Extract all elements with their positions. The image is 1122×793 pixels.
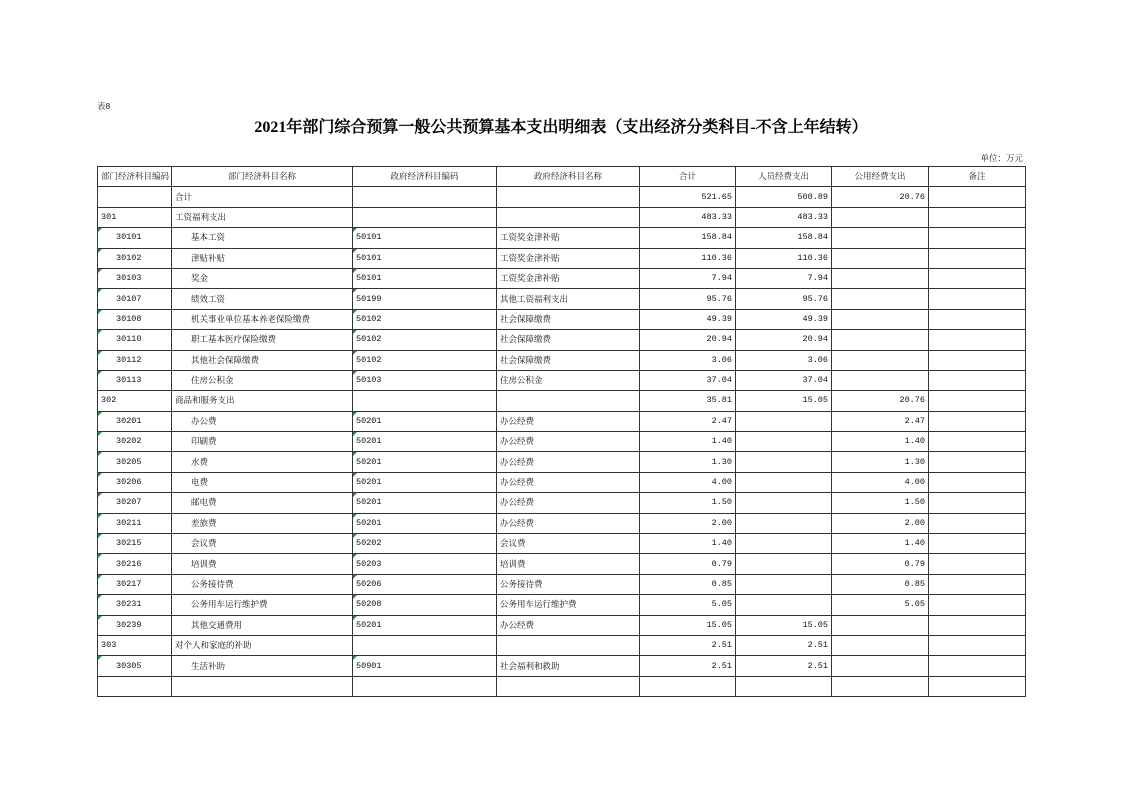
cell-personnel — [736, 452, 832, 472]
cell-total: 37.04 — [640, 370, 736, 390]
cell-gov-code: 50201 — [353, 452, 497, 472]
cell-dept-name: 机关事业单位基本养老保险缴费 — [172, 309, 353, 329]
cell-dept-code: 30205 — [98, 452, 172, 472]
cell-personnel — [736, 472, 832, 492]
cell-note — [929, 248, 1026, 268]
cell-note — [929, 554, 1026, 574]
table-row — [98, 370, 1026, 390]
table-row — [98, 432, 1026, 452]
table-row — [98, 452, 1026, 472]
cell-dept-name: 邮电费 — [172, 493, 353, 513]
cell-dept-code: 30305 — [98, 656, 172, 676]
table-row — [98, 391, 1026, 411]
cell-gov-name: 住房公积金 — [497, 370, 640, 390]
cell-personnel — [736, 595, 832, 615]
cell-public — [832, 635, 929, 655]
cell-note — [929, 595, 1026, 615]
cell-gov-name — [497, 676, 640, 696]
cell-dept-name: 其他社会保障缴费 — [172, 350, 353, 370]
cell-personnel: 158.84 — [736, 228, 832, 248]
cell-note — [929, 676, 1026, 696]
table-row — [98, 350, 1026, 370]
cell-public: 4.00 — [832, 472, 929, 492]
cell-note — [929, 615, 1026, 635]
cell-dept-code: 30239 — [98, 615, 172, 635]
cell-public: 1.40 — [832, 432, 929, 452]
cell-public: 20.76 — [832, 187, 929, 207]
cell-total: 15.05 — [640, 615, 736, 635]
cell-gov-code: 50901 — [353, 656, 497, 676]
cell-dept-name: 水费 — [172, 452, 353, 472]
table-row — [98, 330, 1026, 350]
header-row — [98, 167, 1026, 187]
cell-total: 20.94 — [640, 330, 736, 350]
cell-total — [640, 676, 736, 696]
cell-dept-code: 30207 — [98, 493, 172, 513]
table-row — [98, 574, 1026, 594]
cell-personnel: 3.06 — [736, 350, 832, 370]
table-row — [98, 554, 1026, 574]
cell-public: 1.40 — [832, 534, 929, 554]
cell-note — [929, 391, 1026, 411]
cell-gov-code: 50201 — [353, 411, 497, 431]
cell-gov-code — [353, 207, 497, 227]
cell-note — [929, 370, 1026, 390]
cell-gov-code: 50101 — [353, 268, 497, 288]
cell-total: 110.36 — [640, 248, 736, 268]
table-row — [98, 309, 1026, 329]
cell-gov-code: 50201 — [353, 615, 497, 635]
cell-note — [929, 268, 1026, 288]
table-row — [98, 472, 1026, 492]
cell-dept-code — [98, 187, 172, 207]
table-row — [98, 493, 1026, 513]
cell-gov-name: 工资奖金津补贴 — [497, 228, 640, 248]
table-row — [98, 248, 1026, 268]
cell-gov-code: 50101 — [353, 228, 497, 248]
cell-dept-name: 津贴补贴 — [172, 248, 353, 268]
cell-gov-name: 办公经费 — [497, 513, 640, 533]
cell-dept-name: 住房公积金 — [172, 370, 353, 390]
cell-gov-code — [353, 676, 497, 696]
cell-dept-code: 30216 — [98, 554, 172, 574]
cell-gov-code: 50101 — [353, 248, 497, 268]
table-body — [98, 187, 1026, 697]
table-row — [98, 615, 1026, 635]
cell-note — [929, 534, 1026, 554]
cell-total: 7.94 — [640, 268, 736, 288]
table-row — [98, 635, 1026, 655]
cell-dept-name: 工资福利支出 — [172, 207, 353, 227]
cell-dept-code: 30231 — [98, 595, 172, 615]
cell-public — [832, 615, 929, 635]
cell-total: 2.47 — [640, 411, 736, 431]
cell-public: 0.85 — [832, 574, 929, 594]
cell-personnel: 15.05 — [736, 615, 832, 635]
cell-gov-code — [353, 187, 497, 207]
cell-gov-code: 50208 — [353, 595, 497, 615]
cell-dept-code: 30211 — [98, 513, 172, 533]
cell-personnel — [736, 432, 832, 452]
cell-gov-name: 办公经费 — [497, 472, 640, 492]
table-header — [98, 167, 1026, 187]
cell-gov-name: 社会保障缴费 — [497, 350, 640, 370]
cell-gov-code: 50103 — [353, 370, 497, 390]
cell-dept-code: 30108 — [98, 309, 172, 329]
cell-gov-name — [497, 635, 640, 655]
cell-gov-code: 50203 — [353, 554, 497, 574]
cell-gov-code: 50102 — [353, 350, 497, 370]
cell-dept-code: 30217 — [98, 574, 172, 594]
table-row — [98, 228, 1026, 248]
cell-note — [929, 411, 1026, 431]
cell-dept-code: 30202 — [98, 432, 172, 452]
cell-personnel: 95.76 — [736, 289, 832, 309]
cell-gov-name — [497, 187, 640, 207]
cell-total: 158.84 — [640, 228, 736, 248]
cell-dept-name: 会议费 — [172, 534, 353, 554]
cell-total: 0.79 — [640, 554, 736, 574]
table-row — [98, 513, 1026, 533]
column-header-dept-name: 部门经济科目名称 — [172, 167, 353, 187]
cell-public: 1.30 — [832, 452, 929, 472]
cell-public — [832, 289, 929, 309]
cell-note — [929, 432, 1026, 452]
cell-dept-code: 30103 — [98, 268, 172, 288]
cell-gov-code — [353, 635, 497, 655]
cell-gov-code: 50201 — [353, 493, 497, 513]
table-row — [98, 595, 1026, 615]
cell-dept-name: 公务用车运行维护费 — [172, 595, 353, 615]
column-header-gov-name: 政府经济科目名称 — [497, 167, 640, 187]
column-header-total: 合计 — [640, 167, 736, 187]
cell-dept-code: 30113 — [98, 370, 172, 390]
cell-gov-code: 50102 — [353, 309, 497, 329]
table-row — [98, 656, 1026, 676]
cell-gov-name: 其他工资福利支出 — [497, 289, 640, 309]
cell-public — [832, 370, 929, 390]
cell-public — [832, 268, 929, 288]
cell-dept-code: 30215 — [98, 534, 172, 554]
cell-gov-name: 公务接待费 — [497, 574, 640, 594]
unit-label: 单位：万元 — [980, 153, 1023, 163]
cell-public — [832, 309, 929, 329]
column-header-gov-code: 政府经济科目编码 — [353, 167, 497, 187]
cell-personnel: 2.51 — [736, 635, 832, 655]
cell-gov-name: 社会保障缴费 — [497, 309, 640, 329]
cell-dept-code: 30112 — [98, 350, 172, 370]
cell-public: 5.05 — [832, 595, 929, 615]
cell-gov-name — [497, 391, 640, 411]
cell-total: 0.85 — [640, 574, 736, 594]
cell-dept-name — [172, 676, 353, 696]
cell-gov-name: 会议费 — [497, 534, 640, 554]
cell-total: 2.51 — [640, 635, 736, 655]
cell-gov-name: 办公经费 — [497, 452, 640, 472]
cell-note — [929, 187, 1026, 207]
cell-total: 2.00 — [640, 513, 736, 533]
budget-table — [97, 166, 1026, 697]
cell-personnel: 110.36 — [736, 248, 832, 268]
cell-public — [832, 207, 929, 227]
cell-gov-name: 培训费 — [497, 554, 640, 574]
cell-public: 20.76 — [832, 391, 929, 411]
cell-dept-name: 绩效工资 — [172, 289, 353, 309]
table-row — [98, 268, 1026, 288]
cell-personnel: 500.89 — [736, 187, 832, 207]
cell-personnel — [736, 534, 832, 554]
cell-dept-name: 电费 — [172, 472, 353, 492]
cell-total: 483.33 — [640, 207, 736, 227]
cell-dept-name: 公务接待费 — [172, 574, 353, 594]
cell-total: 3.06 — [640, 350, 736, 370]
cell-dept-name: 职工基本医疗保险缴费 — [172, 330, 353, 350]
cell-dept-name: 其他交通费用 — [172, 615, 353, 635]
cell-personnel: 20.94 — [736, 330, 832, 350]
cell-public — [832, 248, 929, 268]
cell-dept-name: 印刷费 — [172, 432, 353, 452]
cell-note — [929, 635, 1026, 655]
table-row — [98, 411, 1026, 431]
cell-gov-code: 50199 — [353, 289, 497, 309]
cell-gov-code — [353, 391, 497, 411]
cell-dept-code: 30107 — [98, 289, 172, 309]
cell-personnel: 37.04 — [736, 370, 832, 390]
cell-personnel: 2.51 — [736, 656, 832, 676]
cell-public: 1.50 — [832, 493, 929, 513]
cell-note — [929, 289, 1026, 309]
cell-public — [832, 676, 929, 696]
cell-note — [929, 513, 1026, 533]
cell-dept-name: 差旅费 — [172, 513, 353, 533]
cell-dept-code: 303 — [98, 635, 172, 655]
cell-note — [929, 309, 1026, 329]
cell-personnel — [736, 676, 832, 696]
cell-dept-code: 30201 — [98, 411, 172, 431]
cell-dept-code: 30102 — [98, 248, 172, 268]
cell-public — [832, 330, 929, 350]
cell-dept-name: 商品和服务支出 — [172, 391, 353, 411]
column-header-personnel: 人员经费支出 — [736, 167, 832, 187]
cell-gov-name: 办公经费 — [497, 615, 640, 635]
cell-total: 1.40 — [640, 534, 736, 554]
cell-total: 1.40 — [640, 432, 736, 452]
cell-dept-name: 合计 — [172, 187, 353, 207]
cell-public — [832, 350, 929, 370]
cell-note — [929, 656, 1026, 676]
cell-personnel: 49.39 — [736, 309, 832, 329]
cell-total: 5.05 — [640, 595, 736, 615]
cell-public — [832, 656, 929, 676]
cell-total: 521.65 — [640, 187, 736, 207]
column-header-note: 备注 — [929, 167, 1026, 187]
cell-gov-name: 办公经费 — [497, 493, 640, 513]
cell-gov-code: 50201 — [353, 432, 497, 452]
cell-dept-name: 生活补助 — [172, 656, 353, 676]
table-number: 表8 — [97, 101, 111, 111]
cell-gov-name: 工资奖金津补贴 — [497, 248, 640, 268]
cell-total: 4.00 — [640, 472, 736, 492]
cell-dept-name: 基本工资 — [172, 228, 353, 248]
cell-total: 35.81 — [640, 391, 736, 411]
cell-dept-name: 办公费 — [172, 411, 353, 431]
cell-gov-name: 工资奖金津补贴 — [497, 268, 640, 288]
cell-total: 95.76 — [640, 289, 736, 309]
table-row — [98, 534, 1026, 554]
cell-gov-name: 办公经费 — [497, 411, 640, 431]
cell-public: 2.00 — [832, 513, 929, 533]
cell-public: 2.47 — [832, 411, 929, 431]
cell-note — [929, 452, 1026, 472]
cell-gov-code: 50206 — [353, 574, 497, 594]
cell-personnel — [736, 411, 832, 431]
cell-dept-code: 30206 — [98, 472, 172, 492]
cell-gov-code: 50202 — [353, 534, 497, 554]
cell-total: 49.39 — [640, 309, 736, 329]
table-row — [98, 207, 1026, 227]
cell-public: 0.79 — [832, 554, 929, 574]
cell-total: 1.30 — [640, 452, 736, 472]
cell-gov-name: 社会保障缴费 — [497, 330, 640, 350]
cell-dept-code — [98, 676, 172, 696]
cell-dept-code: 301 — [98, 207, 172, 227]
cell-gov-name: 办公经费 — [497, 432, 640, 452]
cell-gov-code: 50201 — [353, 472, 497, 492]
page-title: 2021年部门综合预算一般公共预算基本支出明细表（支出经济分类科目-不含上年结转） — [254, 119, 868, 136]
cell-personnel — [736, 574, 832, 594]
cell-dept-code: 30101 — [98, 228, 172, 248]
cell-dept-code: 302 — [98, 391, 172, 411]
cell-note — [929, 330, 1026, 350]
cell-note — [929, 350, 1026, 370]
cell-dept-name: 对个人和家庭的补助 — [172, 635, 353, 655]
cell-personnel — [736, 493, 832, 513]
cell-dept-name: 培训费 — [172, 554, 353, 574]
cell-gov-name — [497, 207, 640, 227]
cell-dept-name: 奖金 — [172, 268, 353, 288]
cell-gov-code: 50102 — [353, 330, 497, 350]
table-row — [98, 676, 1026, 696]
table-row — [98, 187, 1026, 207]
table-row — [98, 289, 1026, 309]
cell-gov-name: 公务用车运行维护费 — [497, 595, 640, 615]
cell-personnel: 483.33 — [736, 207, 832, 227]
cell-personnel — [736, 513, 832, 533]
cell-note — [929, 207, 1026, 227]
cell-note — [929, 228, 1026, 248]
cell-note — [929, 574, 1026, 594]
cell-public — [832, 228, 929, 248]
cell-personnel — [736, 554, 832, 574]
cell-note — [929, 493, 1026, 513]
cell-gov-name: 社会福利和救助 — [497, 656, 640, 676]
cell-total: 2.51 — [640, 656, 736, 676]
column-header-public: 公用经费支出 — [832, 167, 929, 187]
cell-gov-code: 50201 — [353, 513, 497, 533]
column-header-dept-code: 部门经济科目编码 — [98, 167, 172, 187]
cell-note — [929, 472, 1026, 492]
cell-personnel: 7.94 — [736, 268, 832, 288]
cell-dept-code: 30110 — [98, 330, 172, 350]
cell-personnel: 15.05 — [736, 391, 832, 411]
cell-total: 1.50 — [640, 493, 736, 513]
